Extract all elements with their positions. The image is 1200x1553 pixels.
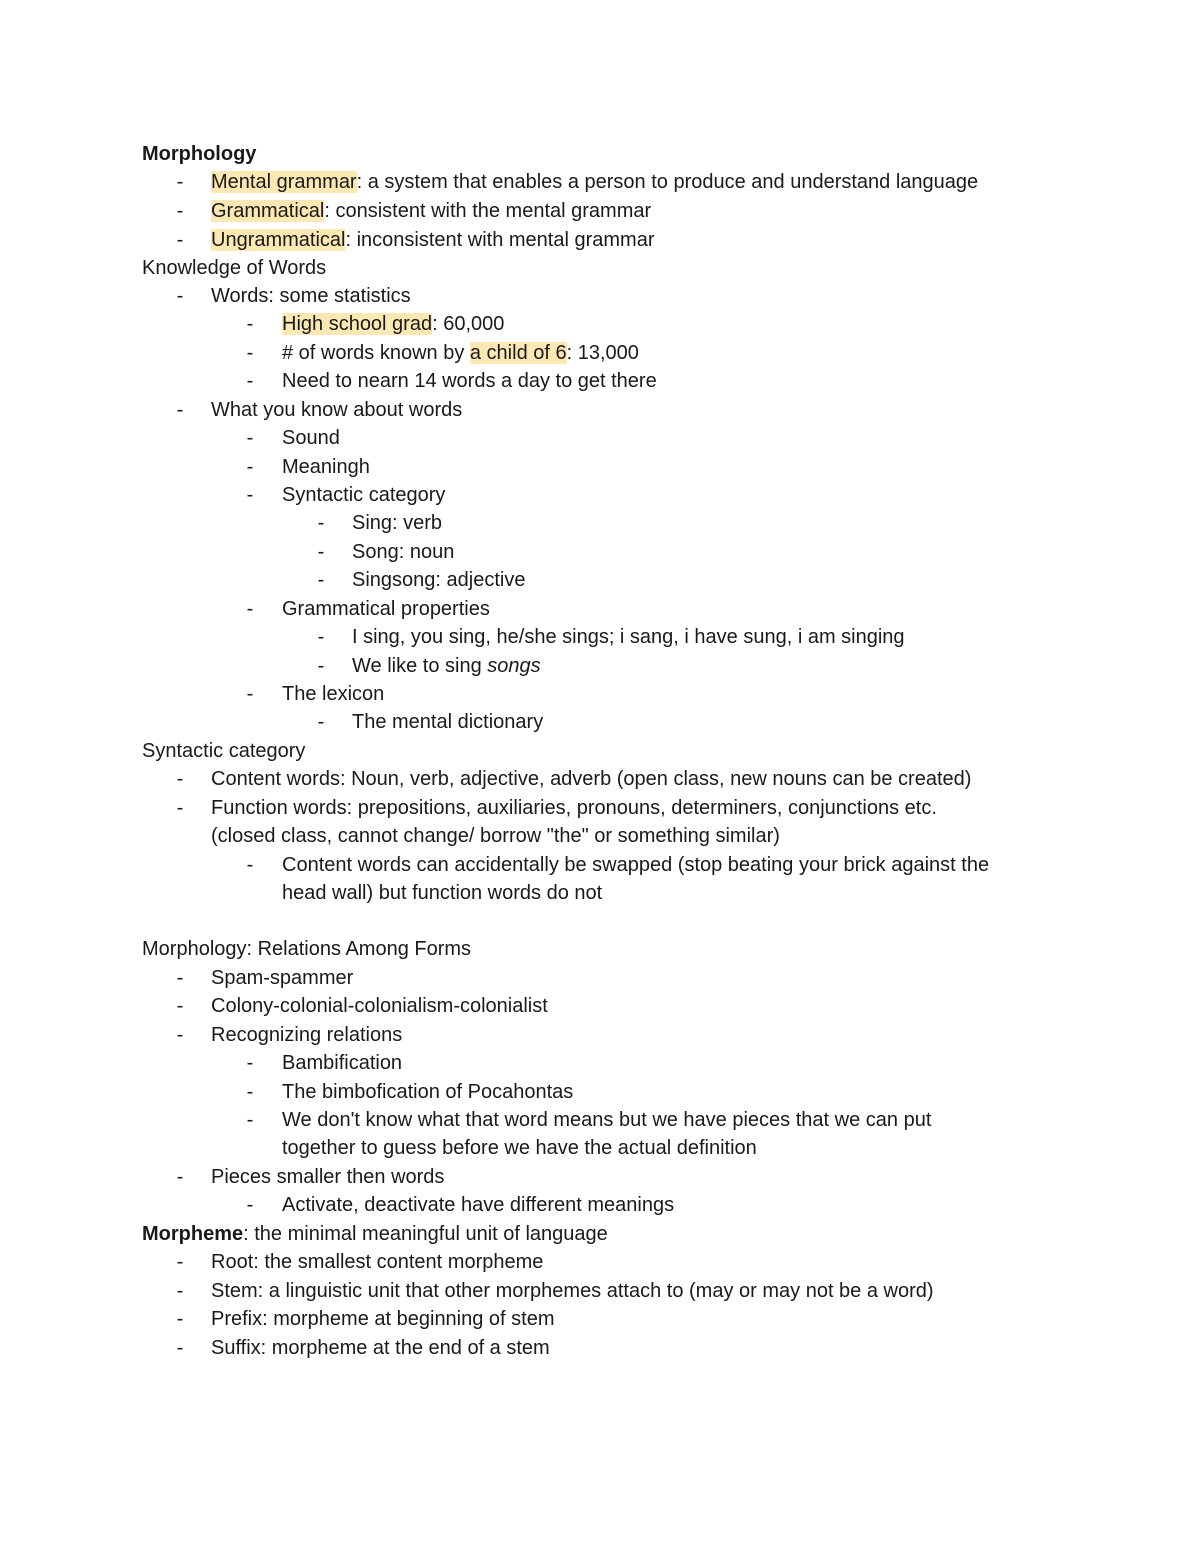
list-item-grammatical xyxy=(211,197,651,225)
bullet-dash: - xyxy=(317,626,325,648)
value-text: : 60,000 xyxy=(432,313,505,335)
bullet-dash: - xyxy=(176,995,184,1017)
bullet-dash: - xyxy=(317,569,325,591)
definition-text: : consistent with the mental grammar xyxy=(324,200,652,222)
bullet-dash: - xyxy=(246,484,254,506)
bullet-dash: - xyxy=(176,797,184,819)
list-item-spam: Spam-spammer xyxy=(211,967,354,989)
list-item-grammatical-properties: Grammatical properties xyxy=(282,598,490,620)
bullet-dash: - xyxy=(176,399,184,421)
bullet-dash: - xyxy=(176,1280,184,1302)
heading-knowledge-of-words: Knowledge of Words xyxy=(142,257,327,279)
list-item-dont-know-cont: together to guess before we have the actual definition xyxy=(282,1137,757,1159)
list-item-syntactic-category: Syntactic category xyxy=(282,484,446,506)
definition-text: : inconsistent with mental grammar xyxy=(345,229,655,251)
list-item-child-words xyxy=(282,339,639,367)
highlight-term: Grammatical xyxy=(211,200,325,222)
bullet-dash: - xyxy=(246,1052,254,1074)
definition-text: : a system that enables a person to produce and understand language xyxy=(356,171,979,193)
list-item-swapped: Content words can accidentally be swapped (stop beating your brick against the xyxy=(282,854,990,876)
list-item-activate: Activate, deactivate have different meanings xyxy=(282,1194,675,1216)
bullet-dash: - xyxy=(176,1251,184,1273)
list-item-conjugation: I sing, you sing, he/she sings; i sang, i have sung, i am singing xyxy=(352,626,905,648)
list-item-colony: Colony-colonial-colonialism-colonialist xyxy=(211,995,548,1017)
bullet-dash: - xyxy=(176,1308,184,1330)
bullet-dash: - xyxy=(176,200,184,222)
heading-morpheme xyxy=(142,1220,608,1248)
list-item-bambification: Bambification xyxy=(282,1052,403,1074)
bullet-dash: - xyxy=(176,1337,184,1359)
list-item-dont-know: We don't know what that word means but we have pieces that we can put xyxy=(282,1109,932,1131)
list-item-pieces: Pieces smaller then words xyxy=(211,1166,445,1188)
bullet-dash: - xyxy=(317,541,325,563)
highlight-term: High school grad xyxy=(282,313,433,335)
list-item-need-learn: Need to nearn 14 words a day to get there xyxy=(282,370,657,392)
list-item-song-noun: Song: noun xyxy=(352,541,455,563)
list-item-hs-grad xyxy=(282,310,504,338)
list-item-lexicon: The lexicon xyxy=(282,683,385,705)
list-item-words-stats: Words: some statistics xyxy=(211,285,411,307)
list-item-mental-dictionary: The mental dictionary xyxy=(352,711,544,733)
list-item-content-words: Content words: Noun, verb, adjective, adverb (open class, new nouns can be created) xyxy=(211,768,972,790)
text-span: We like to sing xyxy=(352,655,488,677)
highlight-term: a child of 6 xyxy=(469,342,567,364)
bullet-dash: - xyxy=(176,171,184,193)
bullet-dash: - xyxy=(246,370,254,392)
list-item-ungrammatical xyxy=(211,226,655,254)
bullet-dash: - xyxy=(176,768,184,790)
bullet-dash: - xyxy=(246,313,254,335)
bullet-dash: - xyxy=(176,1166,184,1188)
bullet-dash: - xyxy=(246,1109,254,1131)
bullet-dash: - xyxy=(317,711,325,733)
bullet-dash: - xyxy=(246,456,254,478)
list-item-root: Root: the smallest content morpheme xyxy=(211,1251,544,1273)
list-item-recognizing: Recognizing relations xyxy=(211,1024,403,1046)
bold-term: Morpheme xyxy=(142,1223,244,1245)
heading-syntactic-category: Syntactic category xyxy=(142,740,306,762)
bullet-dash: - xyxy=(176,967,184,989)
list-item-bimbofication: The bimbofication of Pocahontas xyxy=(282,1081,574,1103)
highlight-term: Ungrammatical xyxy=(211,229,346,251)
bullet-dash: - xyxy=(246,427,254,449)
bullet-dash: - xyxy=(317,655,325,677)
italic-text: songs xyxy=(487,655,541,677)
list-item-swapped-cont: head wall) but function words do not xyxy=(282,882,603,904)
bullet-dash: - xyxy=(317,512,325,534)
bullet-dash: - xyxy=(176,285,184,307)
bullet-dash: - xyxy=(246,854,254,876)
highlight-term: Mental grammar xyxy=(211,171,357,193)
list-item-prefix: Prefix: morpheme at beginning of stem xyxy=(211,1308,555,1330)
bullet-dash: - xyxy=(246,683,254,705)
list-item-mental-grammar xyxy=(211,168,978,196)
bullet-dash: - xyxy=(246,1194,254,1216)
definition-text: : the minimal meaningful unit of language xyxy=(243,1223,608,1245)
bullet-dash: - xyxy=(246,1081,254,1103)
heading-morphology: Morphology xyxy=(142,143,257,165)
bullet-dash: - xyxy=(246,342,254,364)
list-item-function-words: Function words: prepositions, auxiliaries, pronouns, determiners, conjunctions etc. xyxy=(211,797,937,819)
value-text: : 13,000 xyxy=(566,342,639,364)
list-item-we-like-songs xyxy=(352,652,541,680)
bullet-dash: - xyxy=(246,598,254,620)
heading-relations-among-forms: Morphology: Relations Among Forms xyxy=(142,938,472,960)
list-item-function-words-cont: (closed class, cannot change/ borrow "the" or something similar) xyxy=(211,825,780,847)
list-item-meaning: Meaningh xyxy=(282,456,370,478)
list-item-sing-verb: Sing: verb xyxy=(352,512,443,534)
bullet-dash: - xyxy=(176,229,184,251)
list-item-stem: Stem: a linguistic unit that other morphemes attach to (may or may not be a word) xyxy=(211,1280,934,1302)
bullet-dash: - xyxy=(176,1024,184,1046)
list-item-suffix: Suffix: morpheme at the end of a stem xyxy=(211,1337,550,1359)
list-item-what-you-know: What you know about words xyxy=(211,399,463,421)
list-item-singsong-adj: Singsong: adjective xyxy=(352,569,526,591)
text-span: # of words known by xyxy=(282,342,470,364)
list-item-sound: Sound xyxy=(282,427,340,449)
